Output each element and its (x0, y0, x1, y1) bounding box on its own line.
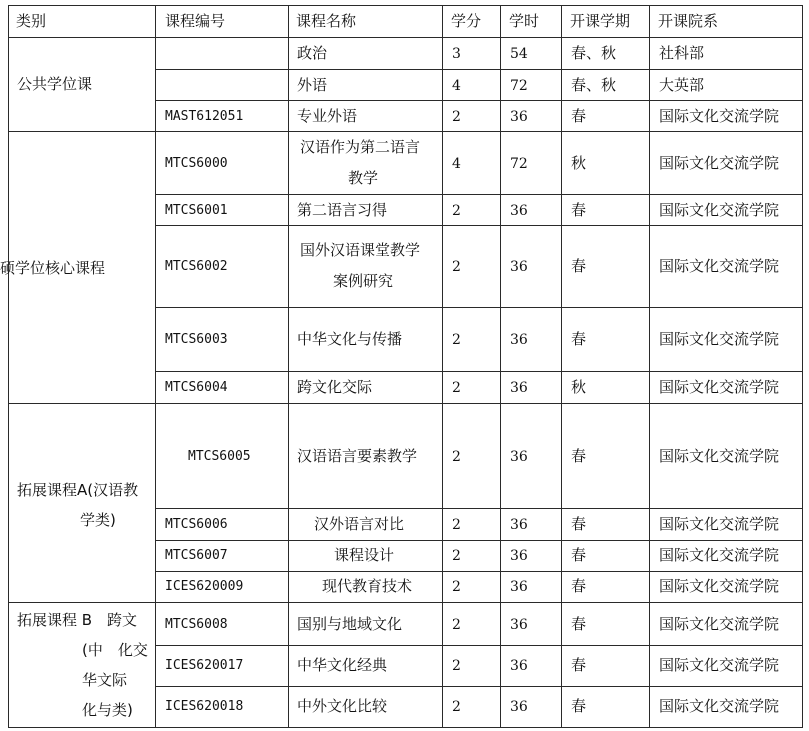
course-name: 汉语作为第二语言 (300, 138, 421, 156)
course-semester: 秋 (571, 154, 587, 172)
course-code: MTCS6007 (165, 548, 228, 563)
course-code: MTCS6004 (165, 380, 228, 395)
course-code: MTCS6005 (188, 449, 251, 464)
grid-line (155, 371, 803, 372)
course-dept: 国际文化交流学院 (659, 546, 780, 564)
course-semester: 春 (571, 615, 587, 633)
course-dept: 国际文化交流学院 (659, 656, 780, 674)
course-name: 国别与地域文化 (297, 615, 403, 633)
grid-line (8, 602, 803, 603)
course-code: ICES620018 (165, 699, 244, 714)
course-dept: 大英部 (659, 76, 705, 94)
grid-line (649, 5, 650, 728)
grid-line (561, 5, 562, 728)
course-semester: 春 (571, 447, 587, 465)
course-name: 政治 (297, 44, 328, 62)
course-code: MTCS6001 (165, 203, 228, 218)
course-semester: 春、秋 (571, 44, 617, 62)
course-code: MAST612051 (165, 109, 244, 124)
course-dept: 国际文化交流学院 (659, 154, 780, 172)
course-hours: 36 (510, 332, 528, 348)
grid-line (8, 403, 803, 404)
course-hours: 36 (510, 109, 528, 125)
course-dept: 国际文化交流学院 (659, 107, 780, 125)
course-semester: 春、秋 (571, 76, 617, 94)
group-label: 华文际 (82, 671, 128, 689)
course-semester: 春 (571, 577, 587, 595)
header-hours: 学时 (509, 12, 540, 30)
course-credit: 2 (452, 203, 461, 219)
grid-line (155, 540, 803, 541)
course-code: MTCS6006 (165, 517, 228, 532)
course-semester: 春 (571, 697, 587, 715)
course-credit: 2 (452, 579, 461, 595)
grid-line (155, 686, 803, 687)
course-name: 跨文化交际 (297, 378, 373, 396)
course-dept: 国际文化交流学院 (659, 201, 780, 219)
course-semester: 春 (571, 257, 587, 275)
course-semester: 春 (571, 546, 587, 564)
course-hours: 36 (510, 658, 528, 674)
course-code: MTCS6003 (165, 332, 228, 347)
header-name: 课程名称 (296, 12, 357, 30)
group-label: 拓展课程A(汉语教 (17, 481, 139, 499)
course-name: 课程设计 (334, 546, 395, 564)
header-category: 类别 (16, 12, 47, 30)
grid-line (155, 225, 803, 226)
grid-line (8, 727, 803, 728)
course-hours: 36 (510, 548, 528, 564)
course-dept: 社科部 (659, 44, 705, 62)
course-dept: 国际文化交流学院 (659, 697, 780, 715)
course-credit: 2 (452, 259, 461, 275)
grid-line (442, 5, 443, 728)
course-hours: 72 (510, 156, 528, 172)
course-hours: 36 (510, 259, 528, 275)
grid-line (288, 5, 289, 728)
course-name: 专业外语 (297, 107, 358, 125)
course-hours: 36 (510, 449, 528, 465)
course-name: 汉语语言要素教学 (297, 447, 418, 465)
course-hours: 36 (510, 380, 528, 396)
course-credit: 2 (452, 449, 461, 465)
course-code: MTCS6002 (165, 259, 228, 274)
course-credit: 3 (452, 46, 461, 62)
group-label: (中 化交 (82, 641, 148, 659)
course-dept: 国际文化交流学院 (659, 378, 780, 396)
course-dept: 国际文化交流学院 (659, 257, 780, 275)
group-label: 拓展课程 B 跨文 (17, 611, 138, 629)
course-hours: 72 (510, 78, 528, 94)
course-name: 汉外语言对比 (314, 515, 405, 533)
course-name: 第二语言习得 (297, 201, 388, 219)
course-semester: 春 (571, 201, 587, 219)
grid-line (8, 5, 9, 728)
group-label: 硕学位核心课程 (0, 259, 106, 277)
grid-line (155, 307, 803, 308)
grid-line (500, 5, 501, 728)
course-credit: 2 (452, 699, 461, 715)
course-credit: 2 (452, 548, 461, 564)
course-dept: 国际文化交流学院 (659, 447, 780, 465)
grid-line (155, 5, 156, 728)
course-hours: 36 (510, 579, 528, 595)
grid-line (8, 131, 803, 132)
course-hours: 54 (510, 46, 528, 62)
course-credit: 2 (452, 380, 461, 396)
course-name: 案例研究 (333, 272, 394, 290)
course-semester: 秋 (571, 378, 587, 396)
course-credit: 2 (452, 617, 461, 633)
grid-line (155, 194, 803, 195)
grid-line (155, 571, 803, 572)
course-code: MTCS6008 (165, 617, 228, 632)
course-credit: 4 (452, 156, 461, 172)
header-dept: 开课院系 (658, 12, 719, 30)
course-dept: 国际文化交流学院 (659, 615, 780, 633)
course-credit: 2 (452, 109, 461, 125)
course-semester: 春 (571, 515, 587, 533)
course-credit: 2 (452, 517, 461, 533)
course-semester: 春 (571, 107, 587, 125)
course-code: ICES620017 (165, 658, 244, 673)
group-label: 化与类) (82, 701, 133, 719)
course-name: 现代教育技术 (322, 577, 413, 595)
course-name: 中华文化经典 (297, 656, 388, 674)
course-name: 中外文化比较 (297, 697, 388, 715)
course-dept: 国际文化交流学院 (659, 515, 780, 533)
course-hours: 36 (510, 517, 528, 533)
course-semester: 春 (571, 656, 587, 674)
course-hours: 36 (510, 203, 528, 219)
course-hours: 36 (510, 699, 528, 715)
course-name: 国外汉语课堂教学 (300, 241, 421, 259)
course-hours: 36 (510, 617, 528, 633)
grid-line (8, 5, 803, 6)
course-code: ICES620009 (165, 579, 244, 594)
course-semester: 春 (571, 330, 587, 348)
course-credit: 2 (452, 658, 461, 674)
header-code: 课程编号 (165, 12, 226, 30)
course-name: 教学 (348, 169, 379, 187)
header-semester: 开课学期 (570, 12, 631, 30)
grid-line (155, 508, 803, 509)
group-label: 学类) (80, 511, 116, 529)
grid-line (155, 100, 803, 101)
grid-line (8, 37, 803, 38)
group-label: 公共学位课 (17, 75, 93, 93)
grid-line (155, 69, 803, 70)
course-dept: 国际文化交流学院 (659, 330, 780, 348)
course-name: 中华文化与传播 (297, 330, 403, 348)
course-name: 外语 (297, 76, 328, 94)
grid-line (802, 5, 803, 728)
header-credit: 学分 (451, 12, 482, 30)
grid-line (155, 645, 803, 646)
course-credit: 4 (452, 78, 461, 94)
course-code: MTCS6000 (165, 156, 228, 171)
course-dept: 国际文化交流学院 (659, 577, 780, 595)
course-credit: 2 (452, 332, 461, 348)
